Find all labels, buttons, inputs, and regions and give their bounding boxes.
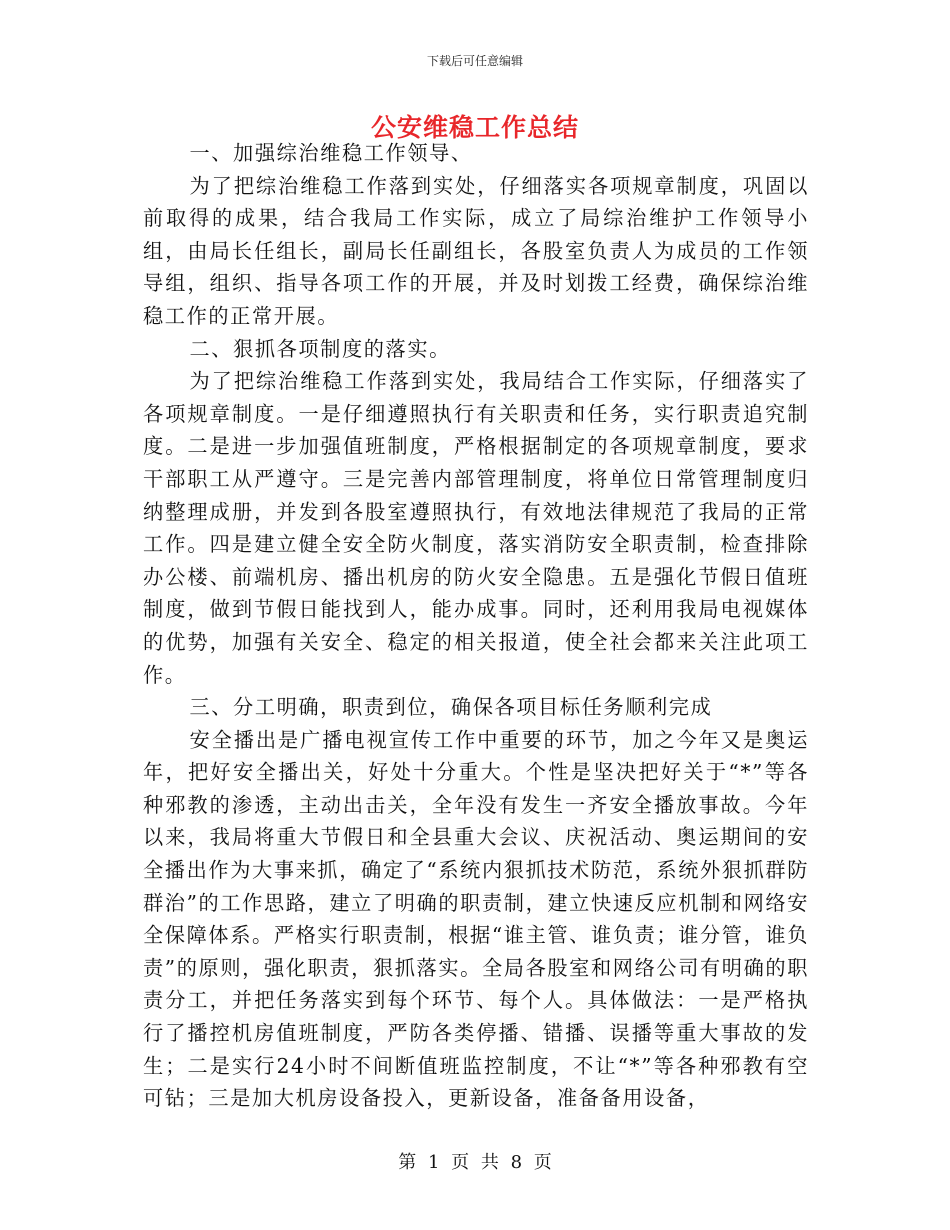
section-heading-3: 三、分工明确，职责到位，确保各项目标任务顺利完成 [189, 695, 713, 720]
section-heading-2: 二、狠抓各项制度的落实。 [189, 336, 451, 361]
page-number: 第 1 页 共 8 页 [398, 1152, 552, 1173]
section-heading-1: 一、加强综治维稳工作领导、 [189, 141, 473, 165]
paragraph-3: 安全播出是广播电视宣传工作中重要的环节，加之今年又是奥运年，把好安全播出关，好处十分重大。个性是坚决把好关于“*”等各种邪教的渗透，主动出击关，全年没有发生一齐安全播放事故。今年以来，我局将重大节假日和全县重大会议、庆祝活动、奥运期间的安全播出作为大事来抓，确定了“系统内狠抓技术防范，系统外狠抓群防群治”的工作思路，建立了明确的职责制，建立快速反应机制和网络安全保障体系。严格实行职责制，根据“谁主管、谁负责；谁分管，谁负责”的原则，强化职责，狠抓落实。全局各股室和网络公司有明确的职责分工，并把任务落实到每个环节、每个人。具体做法：一是严格执行了播控机房值班制度，严防各类停播、错播、误播等重大事故的发生；二是实行24小时不间断值班监控制度，不让“*”等各种邪教有空可钻；三是加大机房设备投入，更新设备，准备备用设备， [143, 727, 809, 1111]
page-header-note: 下载后可任意编辑 [426, 54, 523, 68]
paragraph-2: 为了把综治维稳工作落到实处，我局结合工作实际，仔细落实了各项规章制度。一是仔细遵照执行有关职责和任务，实行职责追究制度。二是进一步加强值班制度，严格根据制定的各项规章制度，要求干部职工从严遵守。三是完善内部管理制度，将单位日常管理制度归纳整理成册，并发到各股室遵照执行，有效地法律规范了我局的正常工作。四是建立健全安全防火制度，落实消防安全职责制，检查排除办公楼、前端机房、播出机房的防火安全隐患。五是强化节假日值班制度，做到节假日能找到人，能办成事。同时，还利用我局电视媒体的优势，加强有关安全、稳定的相关报道，使全社会都来关注此项工作。 [143, 369, 809, 687]
paragraph-1: 为了把综治维稳工作落到实处，仔细落实各项规章制度，巩固以前取得的成果，结合我局工作实际，成立了局综治维护工作领导小组，由局长任组长，副局长任副组长，各股室负责人为成员的工作领导组，组织、指导各项工作的开展，并及时划拨工经费，确保综治维稳工作的正常开展。 [143, 173, 809, 328]
document-body [143, 137, 809, 1115]
document-title: 公安维稳工作总结 [370, 113, 579, 142]
